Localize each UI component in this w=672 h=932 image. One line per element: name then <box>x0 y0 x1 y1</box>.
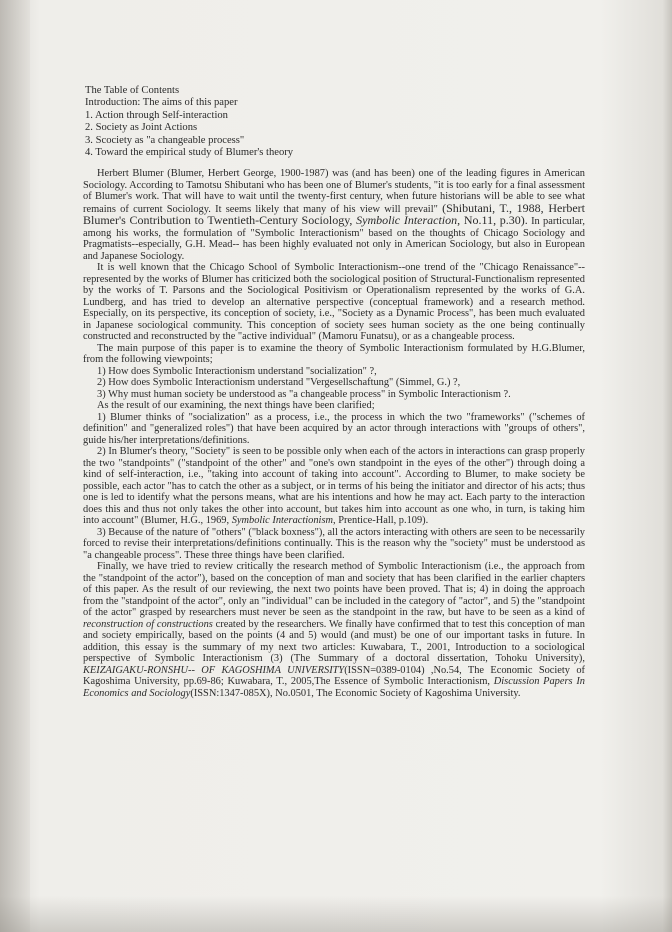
paragraph-text: (ISSN=0389-0104) ,No.54, The Economic Society of Kagoshima University, pp.69-86; Kuwabara, T., 2005,The Essence of Symbolic Interactionism, <box>83 664 585 687</box>
paragraph-purpose: The main purpose of this paper is to examine the theory of Symbolic Interactionism formulated by H.G.Blumer, from the following viewpoints; <box>83 342 585 365</box>
question-3: 3) Why must human society be understood as "a changeable process" in Symbolic Interactionism ?. <box>97 388 511 400</box>
paragraph-text: Herbert Blumer (Blumer, Herbert George, 1900-1987) was (and has been) one of the leading figures in American Sociology. According to Tamotsu Shibutani who has been one of Blumer's students, "it is too early for a final assessment of Blumer's work. That will have to wait until the twenty-first century, when future historians will be able to see what remains of current Sociology. It seems likely that many of his view will prevail" <box>83 168 585 215</box>
citation-text: (Shibutani, T., 1988, Herbert Blumer's Contribution to Twentieth-Century Sociology, <box>83 200 585 227</box>
toc-item: 2. Society as Joint Actions <box>85 122 198 134</box>
paragraph-text: (ISSN:1347-085X), No.0501, The Economic Society of Kagoshima University. <box>190 687 521 699</box>
result-3: 3) Because of the nature of "others" ("black boxness"), all the actors interacting with others are seen to be necessarily forced to revise their interpretations/definitions continually. This is the reason why the "society" must be understood as "a changeable process". These three things have been clarified. <box>83 526 585 561</box>
journal-name: Discussion Papers In Economics and Sociology <box>83 676 585 699</box>
paragraph-text: 2) In Blumer's theory, "Society" is seen to be possible only when each of the actors in interactions can grasp properly the two "standpoints" ("standpoint of the other" and "one's own standpoint in the eyes of the other") through doing a kind of self-interaction, i.e., "taking into account of taking into account". According to Blumer, to make society be possible, each actor "has to catch the other as a subject, or in terms of his being the initiator and director of his acts; thus one is led to identify what the persons means, what are his intentions and how he may act. Each party to the interaction does this and thus not only takes the other into account, but takes him into account as one who, in turn, is taking him into account" (Blumer, H.G., 1969, <box>83 446 585 526</box>
paragraph-text: Finally, we have tried to review critically the research method of Symbolic Interactionism (i.e., the approach from the "standpoint of the actor"), based on the conception of man and society that has been clarified in the earlier chapters of this paper. As the result of our reviewing, the next two points have been proved. That is; 4) in doing the approach from the "standpoint of the actor", only an "individual" can be included in the category of "actor", and 5) the "standpoint of the actor" grasped by researchers must never be seen as the standpoint in the raw, but have to be seen as a kind of <box>83 561 585 618</box>
journal-name: KEIZAIGAKU-RONSHU-- OF KAGOSHIMA UNIVERSITY <box>83 664 345 676</box>
question-2: 2) How does Symbolic Interactionism understand "Vergesellschaftung" (Simmel, G.) ?, <box>97 377 461 388</box>
paragraph-text: created by the researchers. We finally have confirmed that to test this conception of man and society empirically, based on the points (4 and 5) would (and must) be one of our important tasks in future. In addition, this essay is the summary of my next two articles: Kuwabara, T., 2001, Introduction to a sociological perspective of Symbolic Interactionism (3) (The Summary of a doctoral dissertation, Tohoku University), <box>83 618 585 664</box>
paragraph-results-intro: As the result of our examining, the next things have been clarified; <box>97 400 375 411</box>
toc-item: 3. Scociety as "a changeable process" <box>85 134 245 146</box>
paragraph-chicago-school: It is well known that the Chicago School of Symbolic Interactionism--one trend of the "Chicago Renaissance"-- represented by the works of Blumer has criticized both the sociological position of Structural-Functionalism represented by the works of T. Parsons and the Sociological Positivism or Operationalism represented by the works of G.A. Lundberg, and has tried to develop an alternative perspective (conceptual framework) and a research method. Especially, on its perspective, its conception of society, i.e., "Society as a Dynamic Process", has been much evaluated in Japanese sociological community. This conception of society sees human society as the one being continually constructed and reconstructed by the "active individual" (Mamoru Funatsu), or as a changeable process. <box>83 262 585 342</box>
result-2 <box>83 446 585 527</box>
page-spine-shadow <box>0 0 30 932</box>
paragraph-finally <box>83 561 585 699</box>
abstract-body <box>83 168 585 699</box>
citation-journal: Symbolic Interaction <box>356 213 458 227</box>
page-bottom-shadow <box>0 896 672 932</box>
citation-text: , No.11, p.30). <box>457 213 528 227</box>
paragraph-intro <box>83 168 585 262</box>
paragraph-text: In particular, among his works, the formulation of "Symbolic Interactionism" based on the thoughts of Chicago Sociology and Pragmatists--especially, G.H. Mead-- has been highly evaluated not only in American Sociology, but also in European and Japanese Sociology. <box>83 216 586 262</box>
toc-item: 4. Toward the empirical study of Blumer's theory <box>85 147 294 159</box>
table-of-contents <box>85 85 293 159</box>
paragraph-text: , Prentice-Hall, p.109). <box>333 515 429 526</box>
emphasis-text: reconstruction of constructions <box>83 618 213 630</box>
citation-book: Symbolic Interactionism <box>231 515 333 526</box>
page-edge-shadow <box>662 0 672 932</box>
toc-item: Introduction: The aims of this paper <box>85 97 238 109</box>
result-1: 1) Blumer thinks of "socialization" as a process, i.e., the process in which the two "frameworks" ("schemes of definition" and "generalized roles") that have been acquired by an actor through interactions with "groups of others", guide his/her interpretations/definitions. <box>83 411 585 446</box>
toc-heading: The Table of Contents <box>85 85 180 96</box>
question-1: 1) How does Symbolic Interactionism understand "socialization" ?, <box>97 365 377 377</box>
toc-item: 1. Action through Self-interaction <box>85 109 228 121</box>
